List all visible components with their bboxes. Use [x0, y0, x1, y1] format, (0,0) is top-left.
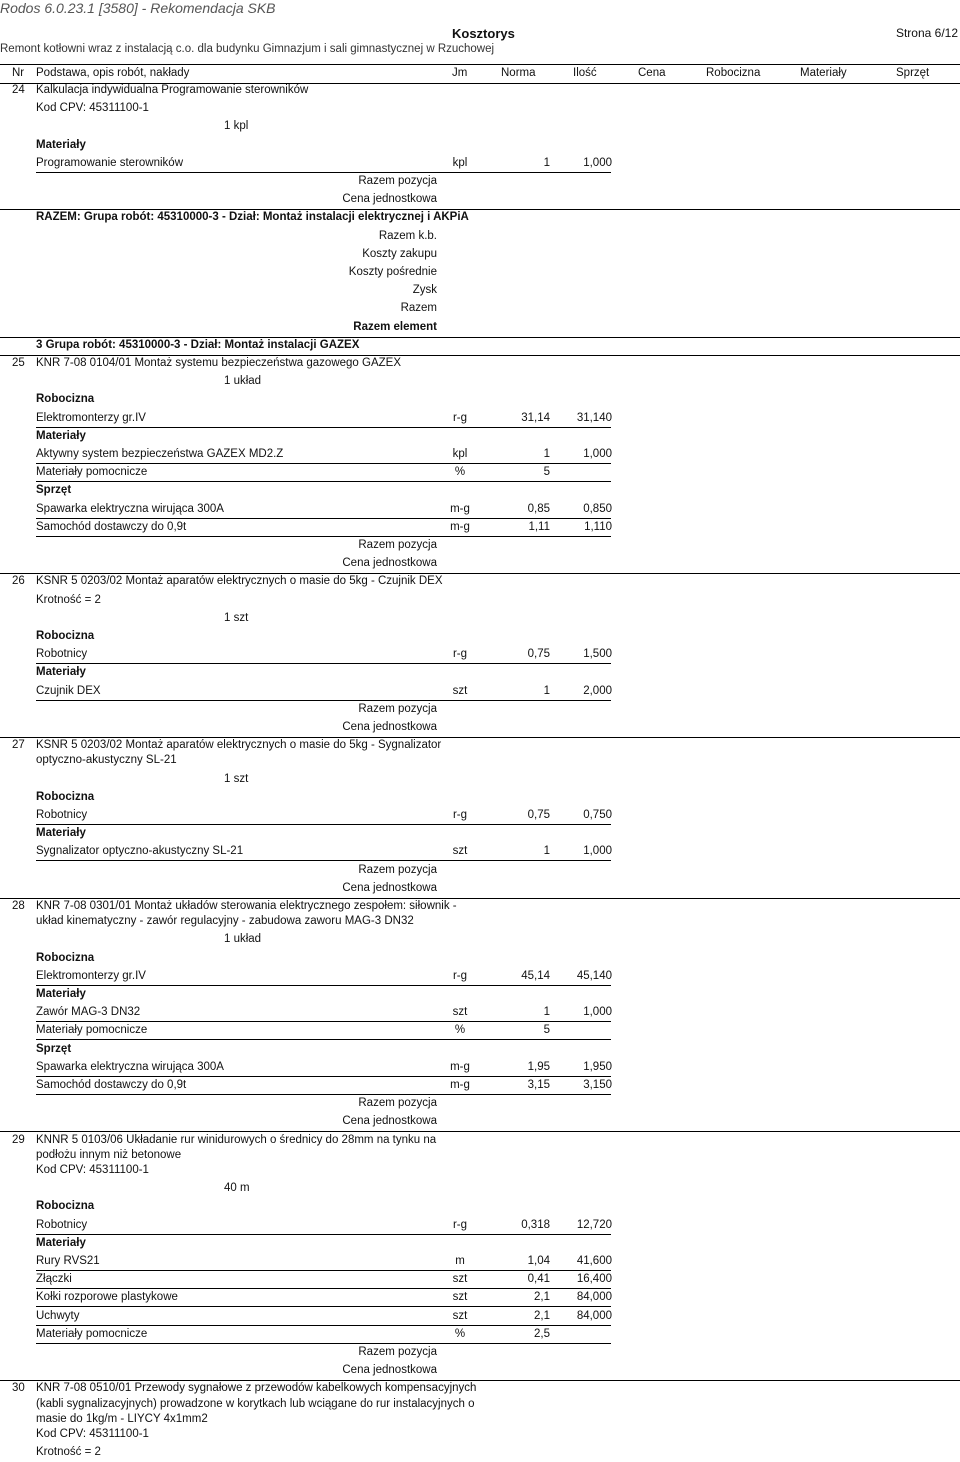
quantity-value: 1,000 — [583, 1006, 612, 1019]
section-divider — [0, 737, 960, 738]
quantity-value: 0,750 — [583, 809, 612, 821]
norm-value: 1 — [543, 845, 550, 858]
col-cena: Cena — [638, 67, 666, 79]
row-divider — [36, 1076, 611, 1077]
table-row — [0, 791, 960, 807]
quantity-value: 1,000 — [583, 156, 612, 169]
norm-value: 0,318 — [521, 1218, 550, 1231]
item-description: KNR 7-08 0510/01 Przewody sygnałowe z przewodów kabelkowych kompensacyjnych — [36, 1382, 477, 1395]
quantity-value: 0,850 — [583, 502, 612, 515]
item-description: masie do 1kg/m - LIYCY 4x1mm2 — [36, 1412, 208, 1425]
table-row — [0, 685, 960, 701]
table-row — [0, 1328, 960, 1344]
table-row — [0, 773, 960, 789]
table-row — [0, 503, 960, 519]
item-description: KNR 7-08 0104/01 Montaż systemu bezpieczeństwa gazowego GAZEX — [36, 357, 401, 369]
norm-value: 0,75 — [527, 648, 550, 661]
col-nr: Nr — [12, 67, 25, 79]
summary-label: Razem pozycja — [358, 863, 437, 876]
table-row — [0, 648, 960, 664]
row-divider — [36, 860, 611, 861]
doc-type: Kosztorys — [452, 26, 515, 41]
norm-value: 1 — [543, 684, 550, 697]
quantity-value: 1,000 — [583, 845, 612, 858]
table-row — [0, 612, 960, 628]
unit: kpl — [452, 156, 468, 169]
item-description: podłożu innym niż betonowe — [36, 1148, 182, 1161]
table-row — [0, 1237, 960, 1253]
unit: kpl — [452, 448, 468, 460]
section-divider — [0, 355, 960, 356]
table-row — [0, 594, 960, 610]
norm-value: 31,14 — [521, 411, 550, 424]
row-divider — [36, 1094, 611, 1095]
quantity-value: 12,720 — [576, 1218, 612, 1231]
item-description: KNNR 5 0103/06 Układanie rur winidurowych o średnicy do 28mm na tynku na — [36, 1133, 437, 1146]
item-description: optyczno-akustyczny SL-21 — [36, 754, 177, 767]
quantity-value: 41,600 — [576, 1255, 612, 1267]
position-row — [0, 739, 960, 755]
position-number: 28 — [12, 900, 25, 912]
summary-row — [0, 1346, 960, 1362]
unit: r-g — [452, 809, 468, 821]
position-row — [0, 900, 960, 916]
row-divider — [36, 1021, 611, 1022]
item-description: Uchwyty — [36, 1309, 80, 1322]
unit: r-g — [452, 648, 468, 661]
position-row — [0, 357, 960, 373]
item-description: Materiały pomocnicze — [36, 1327, 148, 1340]
summary-label: Razem pozycja — [358, 702, 437, 715]
norm-value: 3,15 — [527, 1079, 550, 1091]
summary-row — [0, 539, 960, 555]
summary-label: Cena jednostkowa — [342, 557, 437, 570]
unit: szt — [452, 845, 468, 858]
col-materialy: Materiały — [800, 67, 847, 79]
summary-label: Koszty zakupu — [362, 247, 437, 260]
position-quantity: 1 szt — [224, 611, 249, 624]
quantity-value: 1,950 — [583, 1060, 612, 1073]
table-row — [0, 1291, 960, 1307]
summary-label: Razem pozycja — [358, 1097, 437, 1110]
table-row — [0, 430, 960, 446]
table-row — [0, 375, 960, 391]
item-description: Krotność = 2 — [36, 1446, 101, 1459]
norm-value: 5 — [543, 1024, 550, 1037]
table-row — [0, 754, 960, 770]
summary-row — [0, 882, 960, 898]
unit: m-g — [450, 520, 470, 533]
item-description: Elektromonterzy gr.IV — [36, 411, 146, 424]
col-ilosc: Ilość — [573, 67, 597, 79]
item-description: Rury RVS21 — [36, 1255, 100, 1267]
table-row — [0, 970, 960, 986]
row-divider — [36, 536, 611, 537]
position-number: 29 — [12, 1133, 25, 1146]
position-number: 30 — [12, 1382, 25, 1395]
table-row — [0, 1006, 960, 1022]
item-description: Czujnik DEX — [36, 684, 101, 697]
norm-value: 45,14 — [521, 969, 550, 982]
section-divider — [0, 1380, 960, 1381]
norm-value: 0,75 — [527, 809, 550, 821]
section-divider — [0, 1131, 960, 1132]
summary-label: Cena jednostkowa — [342, 193, 437, 206]
norm-value: 2,1 — [534, 1309, 550, 1322]
item-description: Materiały pomocnicze — [36, 1024, 148, 1037]
norm-value: 5 — [543, 466, 550, 479]
unit: % — [454, 1024, 466, 1037]
unit: r-g — [452, 969, 468, 982]
item-description: Robotnicy — [36, 648, 88, 661]
item-description: Spawarka elektryczna wirująca 300A — [36, 502, 224, 515]
unit: r-g — [452, 411, 468, 424]
norm-value: 0,85 — [527, 502, 550, 515]
item-description: Sygnalizator optyczno-akustyczny SL-21 — [36, 845, 244, 858]
item-description: Kod CPV: 45311100-1 — [36, 102, 149, 115]
norm-value: 1 — [543, 156, 550, 169]
row-divider — [36, 824, 611, 825]
summary-row — [0, 1115, 960, 1131]
summary-label: Koszty pośrednie — [348, 266, 437, 278]
project-title: Remont kotłowni wraz z instalacją c.o. dla budynku Gimnazjum i sali gimnastycznej w Rzuchowej — [0, 43, 495, 55]
col-robocizna: Robocizna — [706, 67, 761, 79]
row-divider — [36, 985, 611, 986]
row-divider — [36, 481, 611, 482]
section-heading: Materiały — [36, 1236, 86, 1249]
item-description: KSNR 5 0203/02 Montaż aparatów elektrycznych o masie do 5kg - Sygnalizator — [36, 739, 442, 752]
table-row — [0, 1446, 960, 1462]
summary-row — [0, 248, 960, 264]
summary-label: Razem — [400, 302, 437, 315]
table-row — [0, 809, 960, 825]
item-description: Zawór MAG-3 DN32 — [36, 1006, 141, 1019]
position-quantity: 1 kpl — [224, 120, 249, 133]
row-divider — [36, 1343, 611, 1344]
unit: szt — [452, 1006, 468, 1019]
item-description: Elektromonterzy gr.IV — [36, 969, 146, 982]
row-divider — [36, 663, 611, 664]
table-row — [0, 139, 960, 155]
row-divider — [36, 1325, 611, 1326]
unit: szt — [452, 1291, 468, 1304]
table-row — [0, 157, 960, 173]
table-row — [0, 1255, 960, 1271]
table-row — [0, 1024, 960, 1040]
table-row — [0, 845, 960, 861]
col-desc: Podstawa, opis robót, nakłady — [36, 67, 190, 79]
norm-value: 1,11 — [528, 520, 550, 533]
section-divider — [0, 337, 960, 338]
section-heading: Materiały — [36, 827, 86, 840]
position-number: 24 — [12, 84, 25, 96]
summary-row — [0, 302, 960, 318]
quantity-value: 31,140 — [576, 411, 612, 424]
norm-value: 1 — [543, 1006, 550, 1019]
unit: m-g — [450, 502, 470, 515]
norm-value: 1 — [543, 448, 550, 460]
section-divider — [0, 573, 960, 574]
position-row — [0, 84, 960, 100]
position-row — [0, 1134, 960, 1150]
item-description: Złączki — [36, 1273, 72, 1286]
summary-row — [0, 721, 960, 737]
section-heading: Materiały — [36, 429, 86, 442]
quantity-value: 3,150 — [583, 1079, 612, 1091]
position-number: 25 — [12, 357, 25, 369]
item-description: KNR 7-08 0301/01 Montaż układów sterowania elektrycznego zespołem: siłownik - — [36, 900, 457, 912]
table-row — [0, 1273, 960, 1289]
table-row — [0, 448, 960, 464]
table-row — [0, 1164, 960, 1180]
item-description: (kabli sygnalizacyjnych) prowadzone w korytkach lub wciągane do rur instalacyjnych o — [36, 1397, 475, 1410]
table-row — [0, 1310, 960, 1326]
item-description: Krotność = 2 — [36, 593, 101, 606]
summary-row — [0, 1097, 960, 1113]
section-heading: Materiały — [36, 138, 86, 151]
item-description: Materiały pomocnicze — [36, 466, 148, 479]
summary-label: Cena jednostkowa — [342, 881, 437, 894]
section-heading: RAZEM: Grupa robót: 45310000-3 - Dział: Montaż instalacji elektrycznej i AKPiA — [36, 211, 469, 224]
col-norma: Norma — [501, 67, 536, 79]
table-row — [0, 211, 960, 227]
table-row — [0, 952, 960, 968]
unit: szt — [452, 1273, 468, 1286]
unit: szt — [452, 1309, 468, 1322]
item-description: Samochód dostawczy do 0,9t — [36, 1079, 187, 1091]
summary-row — [0, 284, 960, 300]
position-row — [0, 575, 960, 591]
item-description: Spawarka elektryczna wirująca 300A — [36, 1060, 224, 1073]
row-divider — [36, 172, 611, 173]
section-heading: Materiały — [36, 666, 86, 679]
unit: % — [454, 1327, 466, 1340]
unit: m-g — [450, 1060, 470, 1073]
quantity-value: 45,140 — [576, 969, 612, 982]
table-row — [0, 484, 960, 500]
section-heading: Robocizna — [36, 951, 95, 964]
item-description: Kod CPV: 45311100-1 — [36, 1164, 149, 1176]
table-row — [0, 1398, 960, 1414]
summary-label: Zysk — [412, 284, 437, 297]
item-description: Programowanie sterowników — [36, 156, 184, 169]
norm-value: 1,95 — [527, 1060, 550, 1073]
summary-label: Cena jednostkowa — [342, 721, 437, 733]
table-row — [0, 393, 960, 409]
position-number: 27 — [12, 739, 25, 752]
section-heading: Robocizna — [36, 790, 95, 803]
table-header — [0, 64, 960, 84]
quantity-value: 84,000 — [576, 1309, 612, 1322]
row-divider — [36, 1270, 611, 1271]
summary-label: Razem k.b. — [378, 229, 437, 242]
item-description: Kod CPV: 45311100-1 — [36, 1428, 149, 1440]
section-heading: 3 Grupa robót: 45310000-3 - Dział: Montaż instalacji GAZEX — [36, 338, 360, 351]
table-row — [0, 102, 960, 118]
summary-row — [0, 321, 960, 337]
position-quantity: 40 m — [224, 1182, 250, 1195]
summary-row — [0, 864, 960, 880]
item-description: KSNR 5 0203/02 Montaż aparatów elektrycznych o masie do 5kg - Czujnik DEX — [36, 575, 443, 588]
quantity-value: 16,400 — [576, 1273, 612, 1286]
table-row — [0, 1061, 960, 1077]
unit: szt — [452, 684, 468, 697]
table-row — [0, 915, 960, 931]
table-row — [0, 1413, 960, 1429]
section-heading: Sprzęt — [36, 1042, 72, 1055]
summary-row — [0, 175, 960, 191]
table-row — [0, 933, 960, 949]
table-row — [0, 1428, 960, 1444]
col-jm: Jm — [452, 67, 468, 79]
table-row — [0, 521, 960, 537]
table-row — [0, 1182, 960, 1198]
table-row — [0, 666, 960, 682]
summary-label: Razem pozycja — [358, 175, 437, 187]
section-heading: Robocizna — [36, 393, 95, 406]
summary-row — [0, 266, 960, 282]
item-description: Aktywny system bezpieczeństwa GAZEX MD2.Z — [36, 448, 284, 460]
quantity-value: 1,110 — [584, 520, 612, 533]
section-divider — [0, 898, 960, 899]
table-row — [0, 412, 960, 428]
unit: r-g — [452, 1218, 468, 1231]
norm-value: 0,41 — [527, 1273, 550, 1286]
position-quantity: 1 układ — [224, 933, 262, 946]
row-divider — [36, 1234, 611, 1235]
row-divider — [36, 1306, 611, 1307]
position-row — [0, 1382, 960, 1398]
position-quantity: 1 układ — [224, 375, 262, 388]
table-row — [0, 1079, 960, 1095]
summary-row — [0, 230, 960, 246]
row-divider — [36, 463, 611, 464]
summary-label: Cena jednostkowa — [342, 1115, 437, 1128]
item-description: układ kinematyczny - zawór regulacyjny - zabudowa zaworu MAG-3 DN32 — [36, 915, 414, 928]
norm-value: 2,5 — [534, 1327, 550, 1340]
item-description: Kołki rozporowe plastykowe — [36, 1291, 178, 1304]
quantity-value: 84,000 — [576, 1291, 612, 1304]
row-divider — [36, 1288, 611, 1289]
summary-label: Razem pozycja — [358, 1346, 437, 1358]
table-row — [0, 466, 960, 482]
unit: m-g — [450, 1079, 470, 1091]
table-row — [0, 120, 960, 136]
table-row — [0, 827, 960, 843]
page-number: Strona 6/12 — [895, 26, 958, 40]
row-divider — [36, 427, 611, 428]
summary-row — [0, 557, 960, 573]
position-quantity: 1 szt — [224, 772, 249, 785]
quantity-value: 1,000 — [583, 448, 612, 460]
summary-row — [0, 1364, 960, 1380]
item-description: Kalkulacja indywidualna Programowanie sterowników — [36, 84, 309, 96]
section-divider — [0, 209, 960, 210]
quantity-value: 1,500 — [583, 648, 612, 661]
summary-label: Razem pozycja — [358, 539, 437, 551]
section-heading: Sprzęt — [36, 484, 72, 497]
item-description: Robotnicy — [36, 809, 88, 821]
table-row — [0, 1219, 960, 1235]
table-row — [0, 339, 960, 355]
section-heading: Robocizna — [36, 630, 95, 642]
section-heading: Robocizna — [36, 1200, 95, 1213]
item-description: Samochód dostawczy do 0,9t — [36, 520, 187, 533]
quantity-value: 2,000 — [583, 684, 612, 697]
position-number: 26 — [12, 575, 25, 588]
item-description: Robotnicy — [36, 1218, 88, 1231]
unit: m — [455, 1255, 465, 1267]
summary-row — [0, 193, 960, 209]
table-row — [0, 1043, 960, 1059]
summary-label: Cena jednostkowa — [342, 1364, 437, 1377]
row-divider — [36, 700, 611, 701]
summary-row — [0, 703, 960, 719]
table-row — [0, 1200, 960, 1216]
row-divider — [36, 518, 611, 519]
norm-value: 2,1 — [534, 1291, 550, 1304]
norm-value: 1,04 — [527, 1255, 550, 1267]
summary-label: Razem element — [353, 320, 437, 333]
table-row — [0, 630, 960, 646]
table-row — [0, 1149, 960, 1165]
section-heading: Materiały — [36, 988, 86, 1000]
row-divider — [36, 1039, 611, 1040]
col-sprzet: Sprzęt — [896, 67, 930, 79]
table-row — [0, 988, 960, 1004]
app-title: Rodos 6.0.23.1 [3580] - Rekomendacja SKB — [0, 0, 276, 16]
unit: % — [454, 466, 466, 479]
